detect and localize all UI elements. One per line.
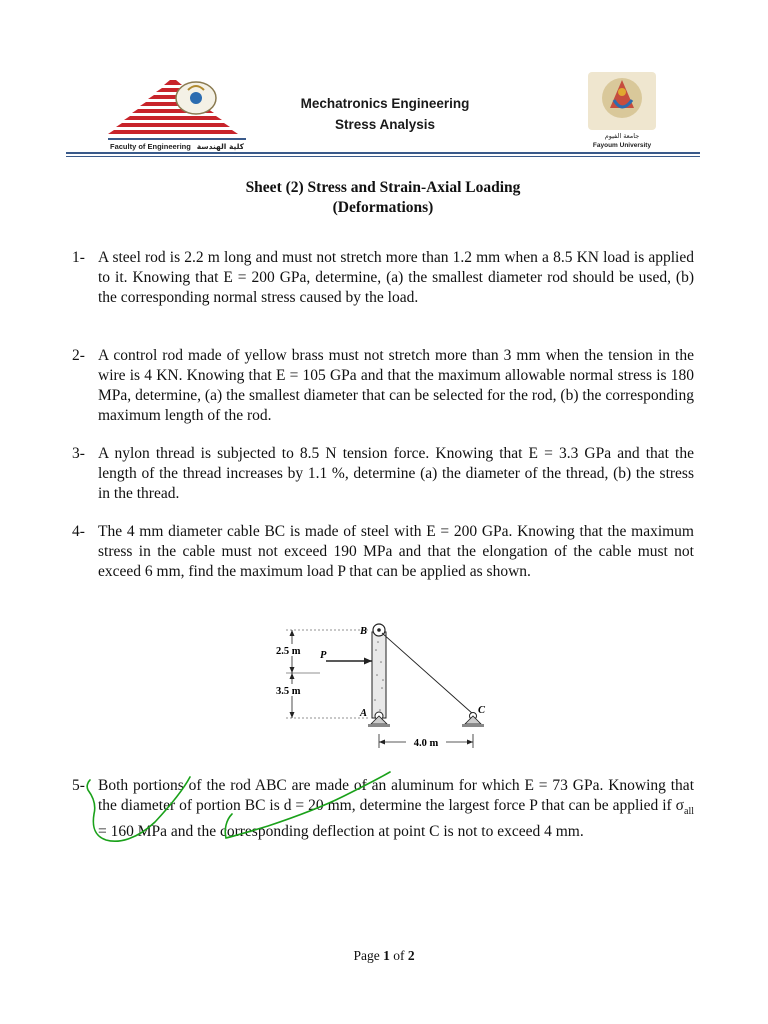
sheet-title	[160, 178, 606, 218]
problem-number: 5-	[72, 777, 85, 794]
problem-text: A control rod made of yellow brass must not stretch more than 3 mm when the tension in the wire is 4 KN. Knowing that E = 105 GPa and that the maximum allowable normal stress is 180 MPa, determine, (a) the smallest diameter that can be selected for the rod, (b) the corresponding maximum length of the rod.	[98, 347, 694, 424]
department-title: Mechatronics Engineering	[300, 96, 470, 111]
footer-current-page: 1	[383, 948, 390, 963]
problem-number: 2-	[72, 347, 85, 364]
dim-lower-label: 3.5 m	[276, 686, 301, 697]
footer-middle: of	[389, 948, 408, 963]
problem-text-part2: = 160 MPa and the corresponding deflection at point C is not to exceed 4 mm.	[98, 823, 584, 841]
fayoum-university-logo	[586, 70, 658, 150]
point-b-label: B	[360, 626, 368, 637]
point-a-label: A	[360, 708, 368, 719]
problem-3	[72, 444, 694, 504]
problem-text: A steel rod is 2.2 m long and must not stretch more than 1.2 mm when a 8.5 KN load is applied to it. Knowing that E = 200 GPa, determine, (a) the smallest diameter rod should be used, (b) the corresponding normal stress caused by the load.	[98, 249, 694, 306]
problem-4-figure	[270, 620, 500, 755]
footer-prefix: Page	[353, 948, 384, 963]
force-p-label: P	[320, 650, 327, 661]
problem-1	[72, 248, 694, 308]
problem-text: A nylon thread is subjected to 8.5 N tension force. Knowing that E = 3.3 GPa and that the length of the thread increases by 1.1 %, determine (a) the diameter of the thread, (b) the stress in the thread.	[98, 445, 694, 502]
problem-number: 1-	[72, 249, 85, 266]
fayoum-logo-caption-ar: جامعة الفيوم	[604, 132, 640, 140]
problem-number: 4-	[72, 523, 85, 540]
fayoum-logo-caption-en: Fayoum University	[592, 142, 652, 149]
header-rule-thin	[66, 156, 700, 157]
problem-text: The 4 mm diameter cable BC is made of steel with E = 200 GPa. Knowing that the maximum stress in the cable must not exceed 190 MPa and that the elongation of the cable must not exceed 6 mm, find the maximum load P that can be applied as shown.	[98, 523, 694, 580]
problem-text	[98, 776, 694, 842]
header-rule	[66, 152, 700, 154]
sheet-title-line2: (Deformations)	[332, 199, 434, 216]
footer-total-pages: 2	[407, 948, 415, 963]
problem-5	[72, 776, 694, 842]
sheet-title-line1: Sheet (2) Stress and Strain-Axial Loading	[245, 179, 521, 196]
problem-2	[72, 346, 694, 426]
faculty-of-engineering-logo	[100, 68, 250, 153]
header-title	[270, 93, 500, 135]
course-title: Stress Analysis	[334, 117, 436, 132]
dim-horizontal-label: 4.0 m	[413, 738, 439, 749]
dim-upper-label: 2.5 m	[276, 646, 301, 657]
problem-number: 3-	[72, 445, 85, 462]
problem-text-part1: Both portions of the rod ABC are made of an aluminum for which E = 73 GPa. Knowing that the diameter of portion BC is d = 20 mm, determine the largest force P that can be applied if σ	[98, 777, 694, 814]
problem-4	[72, 522, 694, 582]
faculty-logo-caption-ar: كلية الهندسة	[196, 142, 244, 151]
point-c-label: C	[478, 705, 486, 716]
sigma-subscript: all	[684, 806, 694, 818]
page-footer	[0, 948, 768, 964]
faculty-logo-caption-en: Faculty of Engineering	[110, 142, 191, 151]
